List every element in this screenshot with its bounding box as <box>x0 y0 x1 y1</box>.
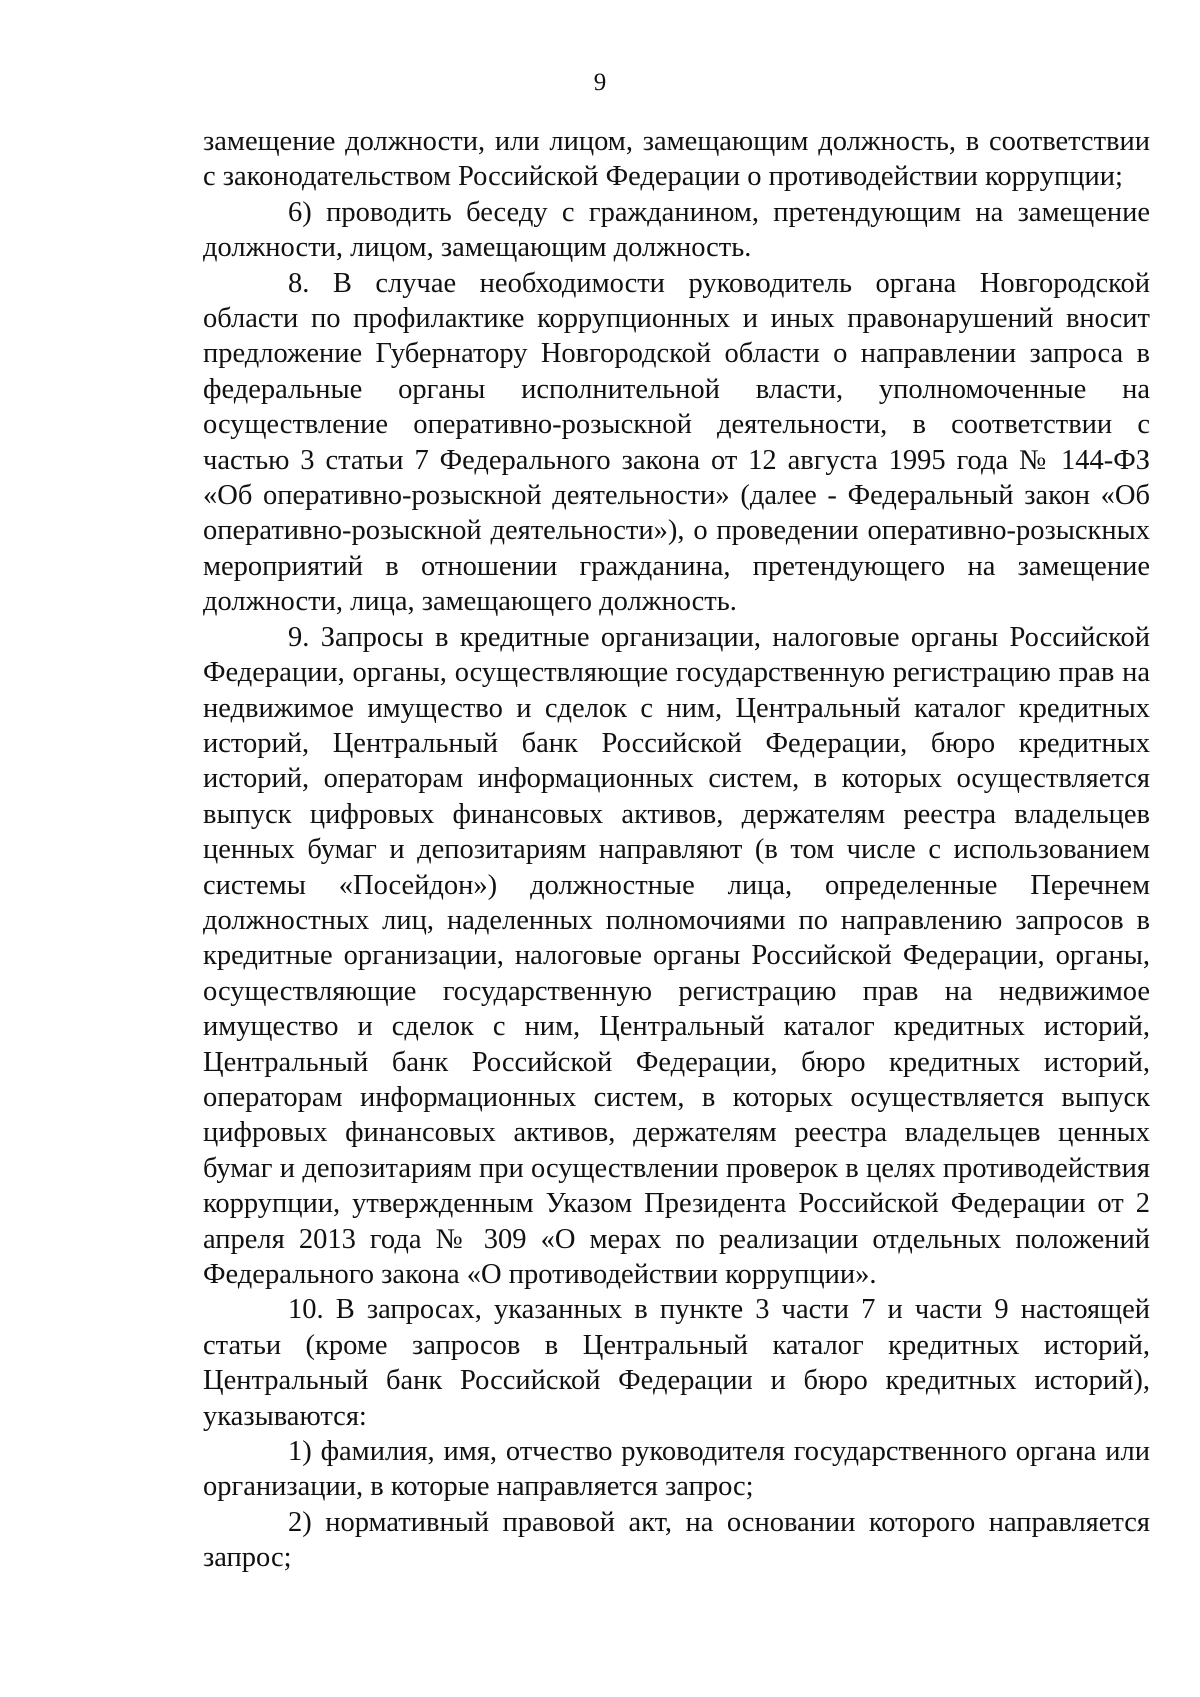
page-number: 9 <box>593 69 607 96</box>
paragraph-item-6: 6) проводить беседу с гражданином, претендующим на замещение должности, лицом, замещающим должность. <box>203 196 1150 264</box>
paragraph-clause-9: 9. Запросы в кредитные организации, налоговые органы Российской Федерации, органы, осуществляющие государственную регистрацию прав на недвижимое имущество и сделок с ним, Центральный каталог кредитных историй, Центральный банк Российской Федерации, бюро кредитных историй, операторам информационных систем, в которых осуществляется выпуск цифровых финансовых активов, держателям реестра владельцев ценных бумаг и депозитариям направляют (в том числе с использованием системы «Посейдон») должностные лица, определенные Перечнем должностных лиц, наделенных полномочиями по направлению запросов в кредитные организации, налоговые органы Российской Федерации, органы, осуществляющие государственную регистрацию прав на недвижимое имущество и сделок с ним, Центральный каталог кредитных историй, Центральный банк Российской Федерации, бюро кредитных историй, операторам информационных систем, в которых осуществляется выпуск цифровых финансовых активов, держателям реестра владельцев ценных бумаг и депозитариям при осуществлении проверок в целях противодействия коррупции, утвержденным Указом Президента Российской Федерации от 2 апреля 2013 года № 309 «О мерах по реализации отдельных положений Федерального закона «О противодействии коррупции». <box>203 621 1150 1290</box>
paragraph-continuation: замещение должности, или лицом, замещающим должность, в соответствии с законодательством Российской Федерации о противодействии коррупции; <box>203 126 1150 193</box>
paragraph-clause-10: 10. В запросах, указанных в пункте 3 части 7 и части 9 настоящей статьи (кроме запросов в Центральный каталог кредитных историй, Центральный банк Российской Федерации и бюро кредитных историй), указываются: <box>203 1294 1150 1432</box>
paragraph-item-2: 2) нормативный правовой акт, на основании которого направляется запрос; <box>203 1506 1150 1574</box>
paragraph-item-1: 1) фамилия, имя, отчество руководителя государственного органа или организации, в которые направляется запрос; <box>203 1436 1150 1503</box>
document-body <box>203 124 1150 1576</box>
paragraph-clause-8: 8. В случае необходимости руководитель органа Новгородской области по профилактике коррупционных и иных правонарушений вносит предложение Губернатору Новгородской области о направлении запроса в федеральные органы исполнительной власти, уполномоченные на осуществление оперативно-розыскной деятельности, в соответствии с частью 3 статьи 7 Федерального закона от 12 августа 1995 года № 144-ФЗ «Об оперативно-розыскной деятельности» (далее - Федеральный закон «Об оперативно-розыскной деятельности»), о проведении оперативно-розыскных мероприятий в отношении гражданина, претендующего на замещение должности, лица, замещающего должность. <box>203 267 1150 618</box>
